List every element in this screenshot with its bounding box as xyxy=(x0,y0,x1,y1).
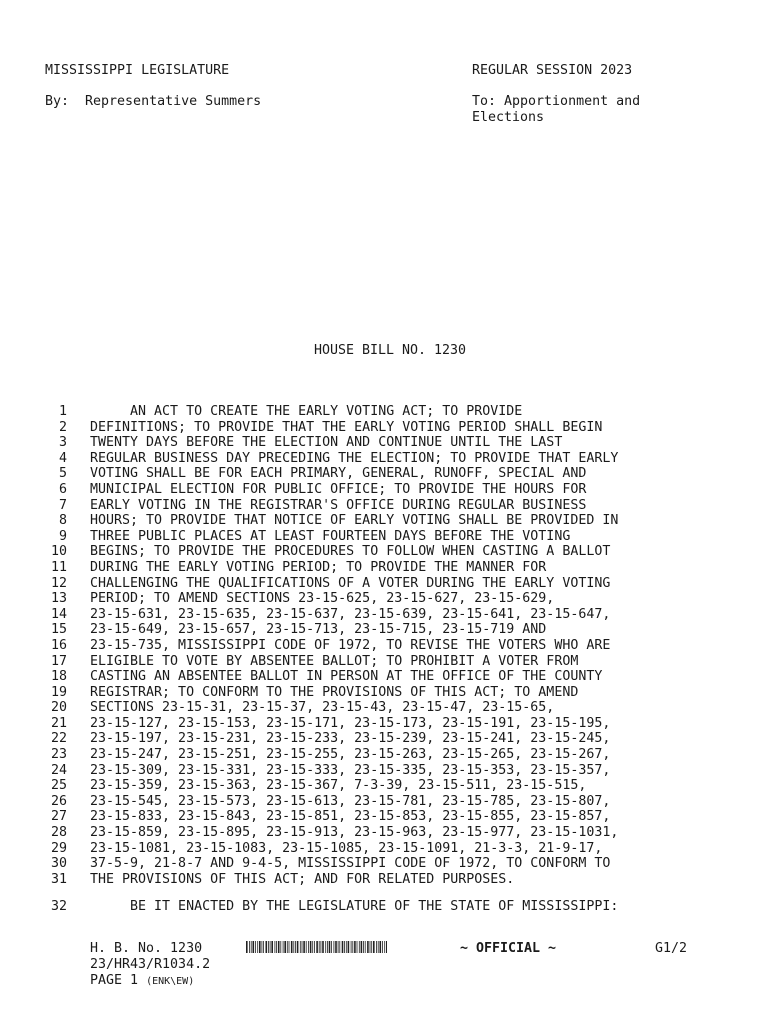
sponsor-line: By: Representative Summers xyxy=(45,94,262,109)
barcode-bar xyxy=(255,941,256,953)
bill-line xyxy=(38,654,618,670)
barcode-bar xyxy=(308,941,309,953)
bill-line xyxy=(38,809,618,825)
line-text: 23-15-127, 23-15-153, 23-15-171, 23-15-173, 23-15-191, 23-15-195, xyxy=(90,715,611,731)
barcode-bar xyxy=(319,941,320,953)
bill-line xyxy=(38,544,618,560)
bill-line xyxy=(38,747,618,763)
line-number: 25 xyxy=(50,778,67,794)
line-text: 23-15-735, MISSISSIPPI CODE OF 1972, TO REVISE THE VOTERS WHO ARE xyxy=(90,637,611,653)
barcode-bar xyxy=(371,941,372,953)
line-number: 10 xyxy=(50,544,67,560)
barcode-bar xyxy=(271,941,273,953)
bill-text xyxy=(38,404,618,887)
line-text: 23-15-1081, 23-15-1083, 23-15-1085, 23-15-1091, 21-3-3, 21-9-17, xyxy=(90,840,603,856)
line-number: 20 xyxy=(50,700,67,716)
line-text: HOURS; TO PROVIDE THAT NOTICE OF EARLY VOTING SHALL BE PROVIDED IN xyxy=(90,513,619,529)
line-number: 1 xyxy=(58,404,67,419)
line-text: 23-15-631, 23-15-635, 23-15-637, 23-15-639, 23-15-641, 23-15-647, xyxy=(90,606,611,622)
barcode-bar xyxy=(370,941,371,953)
barcode-bar xyxy=(365,941,366,953)
line-text: ELIGIBLE TO VOTE BY ABSENTEE BALLOT; TO PROHIBIT A VOTER FROM xyxy=(90,653,579,669)
barcode-bar xyxy=(287,941,288,953)
bill-line xyxy=(38,825,618,841)
line-number: 5 xyxy=(58,466,67,482)
barcode-bar xyxy=(257,941,258,953)
line-number: 22 xyxy=(50,731,67,747)
bill-line xyxy=(38,466,618,482)
barcode-bar xyxy=(276,941,277,953)
barcode-bar xyxy=(259,941,261,953)
barcode-bar xyxy=(310,941,312,953)
barcode-bar xyxy=(351,941,352,953)
barcode-bar xyxy=(314,941,315,953)
barcode-bar xyxy=(262,941,263,953)
barcode-bar xyxy=(293,941,294,953)
line-text: 23-15-197, 23-15-231, 23-15-233, 23-15-239, 23-15-241, 23-15-245, xyxy=(90,731,611,747)
barcode-bar xyxy=(359,941,360,953)
barcode-bar xyxy=(386,941,387,953)
line-number: 24 xyxy=(50,762,67,778)
bill-line xyxy=(38,763,618,779)
line-number: 6 xyxy=(58,481,67,497)
barcode-bar xyxy=(344,941,345,953)
barcode-bar xyxy=(339,941,340,953)
page-initials: (ENK\EW) xyxy=(146,976,195,987)
line-text: THE PROVISIONS OF THIS ACT; AND FOR RELATED PURPOSES. xyxy=(90,871,515,887)
barcode-bar xyxy=(361,941,363,953)
barcode-bar xyxy=(300,941,301,953)
barcode-bar xyxy=(384,941,385,953)
line-text: PERIOD; TO AMEND SECTIONS 23-15-625, 23-15-627, 23-15-629, xyxy=(90,591,555,607)
barcode-bar xyxy=(270,941,271,953)
bill-line xyxy=(38,872,618,888)
barcode-bar xyxy=(263,941,264,953)
barcode-bar xyxy=(329,941,331,953)
line-text: MUNICIPAL ELECTION FOR PUBLIC OFFICE; TO PROVIDE THE HOURS FOR xyxy=(90,481,587,497)
enacting-clause xyxy=(38,899,618,915)
bill-line xyxy=(38,716,618,732)
barcode-bar xyxy=(249,941,250,953)
barcode-bar xyxy=(346,941,347,953)
line-text: 23-15-649, 23-15-657, 23-15-713, 23-15-715, 23-15-719 AND xyxy=(90,622,547,638)
barcode-bar xyxy=(278,941,280,953)
line-text: 23-15-309, 23-15-331, 23-15-333, 23-15-335, 23-15-353, 23-15-357, xyxy=(90,762,611,778)
line-number: 30 xyxy=(50,856,67,872)
barcode-bar xyxy=(283,941,284,953)
line-text: TWENTY DAYS BEFORE THE ELECTION AND CONTINUE UNTIL THE LAST xyxy=(90,435,563,451)
footer-doc-code: 23/HR43/R1034.2 xyxy=(90,957,211,972)
barcode-bar xyxy=(338,941,339,953)
bill-line xyxy=(38,435,618,451)
bill-line xyxy=(38,420,618,436)
line-number: 12 xyxy=(50,575,67,591)
bill-line xyxy=(38,669,618,685)
barcode-bar xyxy=(352,941,353,953)
barcode-bar xyxy=(331,941,332,953)
line-number: 29 xyxy=(50,840,67,856)
line-number: 26 xyxy=(50,793,67,809)
bill-line xyxy=(38,451,618,467)
barcode-bar xyxy=(334,941,335,953)
bill-line xyxy=(38,778,618,794)
line-text: REGISTRAR; TO CONFORM TO THE PROVISIONS OF THIS ACT; TO AMEND xyxy=(90,684,579,700)
line-text: DEFINITIONS; TO PROVIDE THAT THE EARLY VOTING PERIOD SHALL BEGIN xyxy=(90,419,603,435)
line-number: 4 xyxy=(58,450,67,466)
line-text: CASTING AN ABSENTEE BALLOT IN PERSON AT THE OFFICE OF THE COUNTY xyxy=(90,669,603,685)
line-text: REGULAR BUSINESS DAY PRECEDING THE ELECTION; TO PROVIDE THAT EARLY xyxy=(90,450,619,466)
line-number: 15 xyxy=(50,622,67,638)
line-number: 11 xyxy=(50,559,67,575)
line-number: 9 xyxy=(58,528,67,544)
bill-line xyxy=(38,607,618,623)
barcode-bar xyxy=(363,941,364,953)
line-text: VOTING SHALL BE FOR EACH PRIMARY, GENERAL, RUNOFF, SPECIAL AND xyxy=(90,466,587,482)
line-number: 14 xyxy=(50,606,67,622)
barcode-bar xyxy=(321,941,322,953)
line-number: 13 xyxy=(50,591,67,607)
footer-page xyxy=(90,973,194,988)
barcode-bar xyxy=(357,941,358,953)
barcode-bar xyxy=(312,941,313,953)
line-text: 37-5-9, 21-8-7 AND 9-4-5, MISSISSIPPI CODE OF 1972, TO CONFORM TO xyxy=(90,856,611,872)
line-text: 23-15-359, 23-15-363, 23-15-367, 7-3-39, 23-15-511, 23-15-515, xyxy=(90,778,587,794)
bill-line xyxy=(38,685,618,701)
barcode-image xyxy=(246,941,387,953)
line-text: AN ACT TO CREATE THE EARLY VOTING ACT; TO PROVIDE xyxy=(90,404,523,419)
barcode-bar xyxy=(291,941,293,953)
footer-bill-number: H. B. No. 1230 xyxy=(90,941,203,956)
barcode-bar xyxy=(284,941,286,953)
line-number: 31 xyxy=(50,871,67,887)
line-number: 8 xyxy=(58,513,67,529)
line-number: 19 xyxy=(50,684,67,700)
line-number: 3 xyxy=(58,435,67,451)
barcode-bar xyxy=(303,941,305,953)
page-number: PAGE 1 xyxy=(90,973,139,988)
bill-line xyxy=(38,856,618,872)
barcode-bar xyxy=(348,941,350,953)
line-number: 16 xyxy=(50,637,67,653)
barcode-bar xyxy=(380,941,382,953)
bill-line xyxy=(38,638,618,654)
barcode-bar xyxy=(342,941,344,953)
line-text: THREE PUBLIC PLACES AT LEAST FOURTEEN DAYS BEFORE THE VOTING xyxy=(90,528,571,544)
barcode-bar xyxy=(275,941,276,953)
line-number: 17 xyxy=(50,653,67,669)
barcode-bar xyxy=(376,941,377,953)
line-text: 23-15-545, 23-15-573, 23-15-613, 23-15-781, 23-15-785, 23-15-807, xyxy=(90,793,611,809)
barcode-bar xyxy=(268,941,269,953)
bill-line xyxy=(38,841,618,857)
bill-line xyxy=(38,622,618,638)
line-number: 23 xyxy=(50,747,67,763)
bill-line xyxy=(38,576,618,592)
line-text: CHALLENGING THE QUALIFICATIONS OF A VOTER DURING THE EARLY VOTING xyxy=(90,575,611,591)
bill-line xyxy=(38,529,618,545)
line-number: 28 xyxy=(50,825,67,841)
line-number: 2 xyxy=(58,419,67,435)
session-heading: REGULAR SESSION 2023 xyxy=(472,63,633,78)
bill-line xyxy=(38,513,618,529)
barcode-bar xyxy=(354,941,356,953)
bill-line xyxy=(38,731,618,747)
bill-line xyxy=(38,482,618,498)
bill-line xyxy=(38,700,618,716)
line-text: 23-15-247, 23-15-251, 23-15-255, 23-15-263, 23-15-265, 23-15-267, xyxy=(90,747,611,763)
line-text: BEGINS; TO PROVIDE THE PROCEDURES TO FOLLOW WHEN CASTING A BALLOT xyxy=(90,544,611,560)
line-text: 23-15-833, 23-15-843, 23-15-851, 23-15-853, 23-15-855, 23-15-857, xyxy=(90,809,611,825)
barcode-bar xyxy=(297,941,299,953)
barcode-bar xyxy=(280,941,281,953)
bill-line xyxy=(38,794,618,810)
line-text: 23-15-859, 23-15-895, 23-15-913, 23-15-963, 23-15-977, 23-15-1031, xyxy=(90,825,619,841)
line-number: 32 xyxy=(50,899,67,914)
barcode-bar xyxy=(367,941,369,953)
barcode-bar xyxy=(325,941,326,953)
line-number: 18 xyxy=(50,669,67,685)
line-number: 27 xyxy=(50,809,67,825)
bill-title: HOUSE BILL NO. 1230 xyxy=(313,343,467,358)
line-number: 21 xyxy=(50,715,67,731)
line-text: DURING THE EARLY VOTING PERIOD; TO PROVIDE THE MANNER FOR xyxy=(90,559,547,575)
barcode-bar xyxy=(295,941,296,953)
barcode-bar xyxy=(373,941,375,953)
barcode-bar xyxy=(327,941,328,953)
barcode-bar xyxy=(246,941,248,953)
barcode-bar xyxy=(253,941,255,953)
barcode-bar xyxy=(316,941,318,953)
line-text: EARLY VOTING IN THE REGISTRAR'S OFFICE DURING REGULAR BUSINESS xyxy=(90,497,587,513)
bill-line xyxy=(38,591,618,607)
legislature-heading: MISSISSIPPI LEGISLATURE xyxy=(45,63,230,78)
barcode-bar xyxy=(302,941,303,953)
official-label: ~ OFFICIAL ~ xyxy=(460,941,557,956)
line-text: SECTIONS 23-15-31, 23-15-37, 23-15-43, 23-15-47, 23-15-65, xyxy=(90,700,555,716)
barcode-bar xyxy=(266,941,268,953)
barcode-bar xyxy=(322,941,324,953)
bill-line xyxy=(38,498,618,514)
barcode-bar xyxy=(378,941,379,953)
sheet-code: G1/2 xyxy=(655,941,688,956)
bill-line xyxy=(38,560,618,576)
line-number: 7 xyxy=(58,497,67,513)
line-text: BE IT ENACTED BY THE LEGISLATURE OF THE STATE OF MISSISSIPPI: xyxy=(90,899,619,914)
barcode-bar xyxy=(382,941,383,953)
barcode-bar xyxy=(335,941,337,953)
barcode-bar xyxy=(251,941,252,953)
bill-line xyxy=(38,404,618,420)
committee-referral: To: Apportionment and Elections xyxy=(472,94,641,125)
barcode-bar xyxy=(306,941,307,953)
barcode-bar xyxy=(289,941,290,953)
